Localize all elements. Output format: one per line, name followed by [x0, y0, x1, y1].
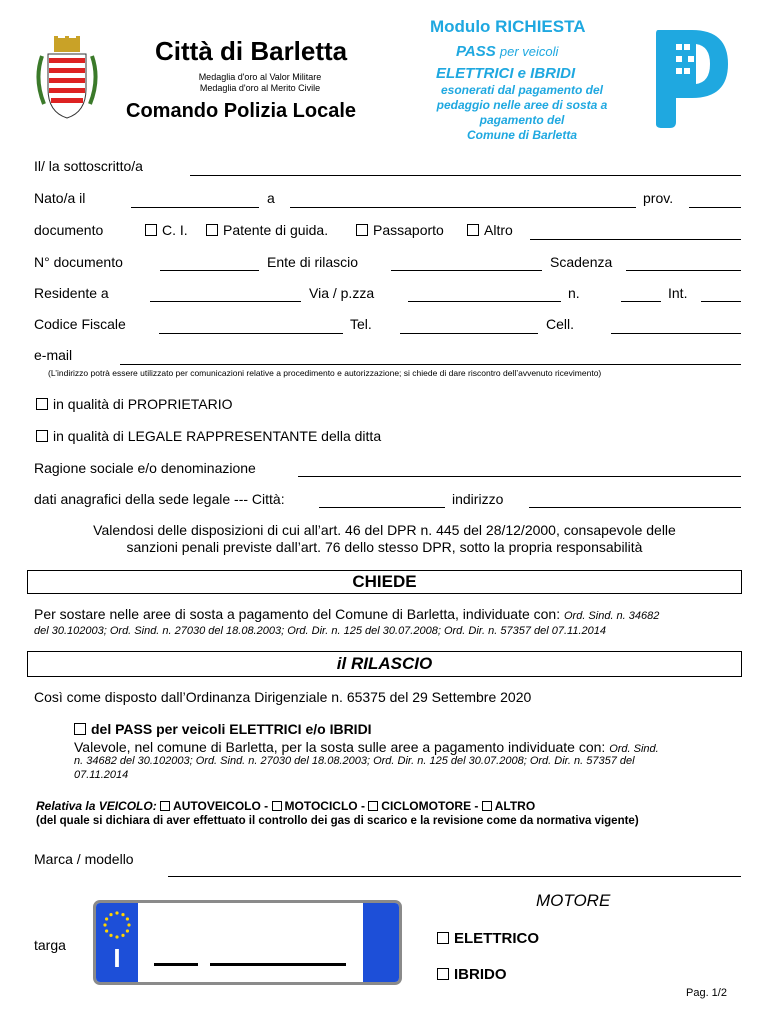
doc-option-patente[interactable] [206, 222, 328, 238]
field-email[interactable] [120, 364, 741, 365]
chiede-title: CHIEDE [352, 572, 417, 591]
checkbox-pass[interactable] [74, 723, 86, 735]
rilascio-ord-b: n. 34682 del 30.102003; Ord. Sind. n. 27030 del 18.08.2003; Ord. Dir. n. 125 del 30.07.2008; Ord. Dir. n. 57357 del [74, 755, 635, 767]
label-n-documento: N° documento [34, 254, 123, 270]
exempt-line-3: pagamento del [479, 113, 565, 127]
exempt-line-2: pedaggio nelle aree di sosta a [436, 98, 608, 112]
plate-eu-stars-icon [101, 909, 133, 941]
chiede-box [27, 570, 742, 594]
doc-option-ci-label: C. I. [162, 222, 188, 238]
page-number: Pag. 1/2 [686, 987, 727, 999]
label-residente: Residente a [34, 285, 109, 301]
plate-country-code: I [113, 943, 121, 973]
chiede-text [34, 606, 744, 625]
checkbox-altro-veicolo[interactable] [482, 801, 492, 811]
field-birth-date[interactable] [131, 207, 259, 208]
label-scadenza: Scadenza [550, 254, 613, 270]
chiede-ord-a: Ord. Sind. n. 34682 [563, 610, 660, 622]
label-sottoscritto: Il/ la sottoscritto/a [34, 158, 143, 174]
label-int: Int. [668, 285, 688, 301]
checkbox-legale[interactable] [36, 430, 48, 442]
pass-word: PASS [456, 43, 496, 60]
label-via: Via / p.zza [309, 285, 375, 301]
label-ragione: Ragione sociale e/o denominazione [34, 460, 256, 476]
license-plate[interactable] [93, 900, 402, 985]
checkbox-motociclo[interactable] [272, 801, 282, 811]
checkbox-autoveicolo[interactable] [160, 801, 170, 811]
label-cell: Cell. [546, 316, 575, 332]
vehicles-title: ELETTRICI e IBRIDI [436, 65, 576, 82]
medal-military: Medaglia d'oro al Valor Militare [198, 72, 322, 82]
field-sottoscritto[interactable] [190, 175, 741, 176]
exempt-line-1: esonerati dal pagamento del [440, 83, 604, 97]
parking-p-logo [652, 26, 732, 130]
checkbox-patente[interactable] [206, 224, 218, 236]
field-int[interactable] [701, 301, 741, 302]
chiede-text-main: Per sostare nelle aree di sosta a pagamento del Comune di Barletta, individuate con: [34, 606, 561, 622]
label-targa: targa [34, 937, 66, 953]
pass-sub: per veicoli [499, 44, 559, 59]
option-pass[interactable] [74, 721, 372, 737]
declaration-line-2: sanzioni penali previste dall’art. 76 dello stesso DPR, sotto la propria responsabilità [126, 539, 643, 555]
label-ente: Ente di rilascio [267, 254, 359, 270]
checkbox-ibrido[interactable] [437, 968, 449, 980]
doc-option-ci[interactable] [145, 222, 188, 238]
field-via[interactable] [408, 301, 561, 302]
field-residente[interactable] [150, 301, 301, 302]
doc-option-passaporto-label: Passaporto [373, 222, 444, 238]
label-documento: documento [34, 222, 104, 238]
label-prov: prov. [643, 190, 674, 206]
rilascio-ord-c: 07.11.2014 [74, 769, 129, 781]
motore-ibrido[interactable] [437, 966, 507, 983]
label-tel: Tel. [350, 316, 372, 332]
command-title: Comando Polizia Locale [126, 100, 357, 122]
option-pass-label: del PASS per veicoli ELETTRICI e/o IBRIDI [91, 721, 372, 737]
label-marca: Marca / modello [34, 851, 134, 867]
field-indirizzo[interactable] [529, 507, 741, 508]
veicolo-motociclo: MOTOCICLO [284, 799, 358, 813]
motore-ibrido-label: IBRIDO [454, 966, 507, 983]
field-n[interactable] [621, 301, 661, 302]
label-n: n. [568, 285, 580, 301]
motore-elettrico[interactable] [437, 930, 539, 947]
field-codice-fiscale[interactable] [159, 333, 343, 334]
chiede-ord-b: del 30.102003; Ord. Sind. n. 27030 del 18.08.2003; Ord. Dir. n. 125 del 30.07.2008; Ord. Dir. n. 57357 del 07.11.2014 [34, 625, 606, 637]
checkbox-passaporto[interactable] [356, 224, 368, 236]
field-prov[interactable] [689, 207, 741, 208]
plate-right-band [363, 903, 399, 982]
plate-dash-1 [154, 963, 198, 966]
doc-option-passaporto[interactable] [356, 222, 444, 238]
field-tel[interactable] [400, 333, 538, 334]
veicolo-label: Relativa la VEICOLO: [36, 799, 157, 813]
doc-option-patente-label: Patente di guida. [223, 222, 329, 238]
veicolo-note: (del quale si dichiara di aver effettuato il controllo dei gas di scarico e la revisione come da normativa vigente) [36, 815, 639, 827]
field-ragione[interactable] [298, 476, 741, 477]
medal-civil: Medaglia d'oro al Merito Civile [199, 83, 321, 93]
field-ente[interactable] [391, 270, 542, 271]
veicolo-row: Relativa la VEICOLO: AUTOVEICOLO - MOTOCICLO - CICLOMOTORE - ALTRO [36, 799, 536, 813]
rilascio-disposto: Così come disposto dall’Ordinanza Dirigenziale n. 65375 del 29 Settembre 2020 [34, 689, 532, 705]
label-email: e-mail [34, 347, 73, 363]
option-legale-label: in qualità di LEGALE RAPPRESENTANTE della ditta [53, 428, 382, 444]
rilascio-title: il RILASCIO [336, 654, 433, 673]
modulo-title: Modulo RICHIESTA [430, 17, 586, 36]
checkbox-ci[interactable] [145, 224, 157, 236]
field-marca[interactable] [168, 876, 741, 877]
motore-title: MOTORE [536, 891, 611, 910]
email-note: (L’indirizzo potrà essere utilizzato per comunicazioni relative a procedimento e autorizzazione; si chiede di dare riscontro dell’avvenuto ricevimento) [48, 368, 602, 378]
checkbox-altro[interactable] [467, 224, 479, 236]
rilascio-ord-a: Ord. Sind. [609, 743, 659, 755]
coat-of-arms-logo [34, 34, 100, 124]
label-sede: dati anagrafici della sede legale --- Città: [34, 491, 285, 507]
pass-title [456, 43, 558, 60]
motore-elettrico-label: ELETTRICO [454, 930, 539, 947]
field-doc-altro[interactable] [530, 239, 741, 240]
label-codice-fiscale: Codice Fiscale [34, 316, 126, 332]
option-proprietario[interactable] [36, 396, 232, 412]
option-legale[interactable] [36, 428, 381, 444]
label-nato: Nato/a il [34, 190, 86, 206]
field-cell[interactable] [611, 333, 741, 334]
city-title: Città di Barletta [155, 36, 348, 66]
veicolo-ciclomotore: CICLOMOTORE [381, 799, 472, 813]
checkbox-elettrico[interactable] [437, 932, 449, 944]
field-sede-citta[interactable] [319, 507, 445, 508]
rilascio-box [27, 651, 742, 677]
declaration-line-1: Valendosi delle disposizioni di cui all’art. 46 del DPR n. 445 del 28/12/2000, consapevole delle [93, 522, 676, 538]
veicolo-altro: ALTRO [494, 799, 536, 813]
checkbox-proprietario[interactable] [36, 398, 48, 410]
field-n-documento[interactable] [160, 270, 259, 271]
doc-option-altro[interactable] [467, 222, 513, 238]
option-proprietario-label: in qualità di PROPRIETARIO [53, 396, 233, 412]
checkbox-ciclomotore[interactable] [368, 801, 378, 811]
label-a: a [267, 190, 275, 206]
doc-option-altro-label: Altro [484, 222, 513, 238]
veicolo-autoveicolo: AUTOVEICOLO [173, 799, 261, 813]
label-indirizzo: indirizzo [452, 491, 504, 507]
field-scadenza[interactable] [626, 270, 741, 271]
rilascio-valevole-text: Valevole, nel comune di Barletta, per la sosta sulle aree a pagamento individuate con: [74, 739, 606, 755]
plate-dash-2 [210, 963, 346, 966]
field-birth-place[interactable] [290, 207, 636, 208]
exempt-line-4: Comune di Barletta [466, 128, 577, 142]
